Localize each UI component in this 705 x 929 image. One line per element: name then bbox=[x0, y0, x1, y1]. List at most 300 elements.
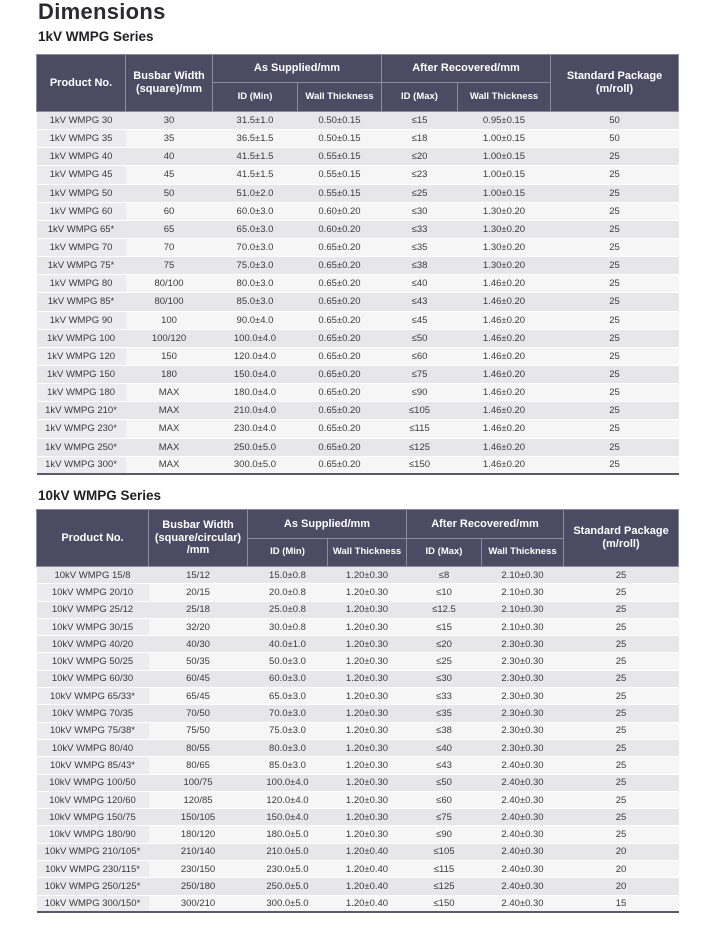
cell-standard-package: 15 bbox=[564, 895, 679, 912]
cell-wall-thickness-supplied: 0.65±0.20 bbox=[298, 238, 382, 256]
header-id-max: ID (Max) bbox=[382, 83, 458, 112]
cell-product-no: 1kV WMPG 300* bbox=[37, 456, 126, 474]
cell-busbar-width: 60 bbox=[126, 202, 213, 220]
cell-busbar-width: 180/120 bbox=[149, 826, 248, 843]
cell-standard-package: 25 bbox=[551, 166, 679, 184]
cell-id-min: 75.0±3.0 bbox=[248, 722, 328, 739]
cell-busbar-width: 20/15 bbox=[149, 584, 248, 601]
table-row bbox=[37, 809, 679, 826]
cell-wall-thickness-recovered: 2.40±0.30 bbox=[482, 809, 564, 826]
cell-standard-package: 25 bbox=[564, 584, 679, 601]
cell-standard-package: 25 bbox=[564, 567, 679, 584]
cell-busbar-width: 30 bbox=[126, 112, 213, 130]
cell-product-no: 1kV WMPG 230* bbox=[37, 420, 126, 438]
cell-busbar-width: 70 bbox=[126, 238, 213, 256]
cell-busbar-width: 250/180 bbox=[149, 878, 248, 895]
cell-wall-thickness-recovered: 1.46±0.20 bbox=[458, 293, 551, 311]
cell-id-max: ≤150 bbox=[407, 895, 482, 912]
cell-product-no: 10kV WMPG 250/125* bbox=[37, 878, 149, 895]
cell-id-min: 50.0±3.0 bbox=[248, 653, 328, 670]
cell-id-min: 40.0±1.0 bbox=[248, 636, 328, 653]
cell-wall-thickness-supplied: 1.20±0.30 bbox=[328, 722, 407, 739]
cell-product-no: 10kV WMPG 65/33* bbox=[37, 688, 149, 705]
cell-wall-thickness-supplied: 0.55±0.15 bbox=[298, 148, 382, 166]
table-row bbox=[37, 257, 679, 275]
cell-id-max: ≤12.5 bbox=[407, 601, 482, 618]
cell-wall-thickness-supplied: 1.20±0.40 bbox=[328, 895, 407, 912]
cell-product-no: 10kV WMPG 150/75 bbox=[37, 809, 149, 826]
header-busbar-width: Busbar Width (square/circular) /mm bbox=[149, 510, 248, 567]
cell-busbar-width: MAX bbox=[126, 402, 213, 420]
cell-id-max: ≤43 bbox=[382, 293, 458, 311]
cell-wall-thickness-recovered: 1.30±0.20 bbox=[458, 238, 551, 256]
cell-id-max: ≤45 bbox=[382, 311, 458, 329]
table-row bbox=[37, 739, 679, 756]
cell-id-min: 60.0±3.0 bbox=[248, 670, 328, 687]
table-row bbox=[37, 826, 679, 843]
header-id-max: ID (Max) bbox=[407, 539, 482, 567]
cell-standard-package: 25 bbox=[551, 220, 679, 238]
cell-id-min: 250.0±5.0 bbox=[248, 878, 328, 895]
cell-busbar-width: 150/105 bbox=[149, 809, 248, 826]
series-10kv-heading: 10kV WMPG Series bbox=[38, 488, 162, 503]
table-row bbox=[37, 275, 679, 293]
table-row bbox=[37, 670, 679, 687]
table-row bbox=[37, 166, 679, 184]
cell-busbar-width: 65 bbox=[126, 220, 213, 238]
cell-wall-thickness-supplied: 0.65±0.20 bbox=[298, 311, 382, 329]
cell-busbar-width: 25/18 bbox=[149, 601, 248, 618]
cell-busbar-width: 60/45 bbox=[149, 670, 248, 687]
cell-busbar-width: MAX bbox=[126, 384, 213, 402]
cell-id-max: ≤18 bbox=[382, 130, 458, 148]
cell-id-max: ≤35 bbox=[382, 238, 458, 256]
cell-busbar-width: 45 bbox=[126, 166, 213, 184]
cell-standard-package: 25 bbox=[564, 739, 679, 756]
cell-id-max: ≤75 bbox=[407, 809, 482, 826]
cell-standard-package: 25 bbox=[564, 791, 679, 808]
cell-product-no: 10kV WMPG 210/105* bbox=[37, 843, 149, 860]
table-row bbox=[37, 705, 679, 722]
cell-id-min: 41.5±1.5 bbox=[213, 166, 298, 184]
cell-wall-thickness-recovered: 2.40±0.30 bbox=[482, 861, 564, 878]
cell-id-min: 100.0±4.0 bbox=[248, 774, 328, 791]
cell-id-max: ≤10 bbox=[407, 584, 482, 601]
cell-product-no: 10kV WMPG 75/38* bbox=[37, 722, 149, 739]
cell-wall-thickness-recovered: 1.46±0.20 bbox=[458, 311, 551, 329]
cell-busbar-width: 100/120 bbox=[126, 329, 213, 347]
cell-standard-package: 25 bbox=[564, 774, 679, 791]
cell-id-min: 250.0±5.0 bbox=[213, 438, 298, 456]
cell-id-min: 80.0±3.0 bbox=[213, 275, 298, 293]
cell-product-no: 1kV WMPG 65* bbox=[37, 220, 126, 238]
cell-id-min: 80.0±3.0 bbox=[248, 739, 328, 756]
cell-busbar-width: 75 bbox=[126, 257, 213, 275]
cell-standard-package: 25 bbox=[551, 257, 679, 275]
cell-wall-thickness-recovered: 2.10±0.30 bbox=[482, 584, 564, 601]
cell-wall-thickness-supplied: 0.60±0.20 bbox=[298, 220, 382, 238]
cell-product-no: 1kV WMPG 50 bbox=[37, 184, 126, 202]
table-row bbox=[37, 878, 679, 895]
cell-id-min: 60.0±3.0 bbox=[213, 202, 298, 220]
header-as-supplied: As Supplied/mm bbox=[248, 510, 407, 539]
cell-wall-thickness-supplied: 1.20±0.30 bbox=[328, 618, 407, 635]
cell-id-min: 120.0±4.0 bbox=[213, 347, 298, 365]
cell-busbar-width: 35 bbox=[126, 130, 213, 148]
cell-id-min: 51.0±2.0 bbox=[213, 184, 298, 202]
cell-product-no: 10kV WMPG 230/115* bbox=[37, 861, 149, 878]
cell-busbar-width: 210/140 bbox=[149, 843, 248, 860]
cell-standard-package: 25 bbox=[551, 456, 679, 474]
cell-busbar-width: 80/100 bbox=[126, 275, 213, 293]
cell-id-min: 230.0±4.0 bbox=[213, 420, 298, 438]
cell-id-min: 65.0±3.0 bbox=[213, 220, 298, 238]
cell-wall-thickness-recovered: 2.40±0.30 bbox=[482, 826, 564, 843]
cell-wall-thickness-supplied: 0.60±0.20 bbox=[298, 202, 382, 220]
header-wall-thickness-supplied: Wall Thickness bbox=[328, 539, 407, 567]
cell-standard-package: 20 bbox=[564, 843, 679, 860]
cell-product-no: 10kV WMPG 25/12 bbox=[37, 601, 149, 618]
cell-product-no: 10kV WMPG 300/150* bbox=[37, 895, 149, 912]
table-row bbox=[37, 402, 679, 420]
cell-product-no: 10kV WMPG 40/20 bbox=[37, 636, 149, 653]
cell-wall-thickness-recovered: 1.30±0.20 bbox=[458, 220, 551, 238]
cell-standard-package: 50 bbox=[551, 130, 679, 148]
cell-product-no: 10kV WMPG 180/90 bbox=[37, 826, 149, 843]
table-row bbox=[37, 791, 679, 808]
cell-id-max: ≤60 bbox=[382, 347, 458, 365]
cell-wall-thickness-supplied: 0.50±0.15 bbox=[298, 130, 382, 148]
cell-product-no: 1kV WMPG 210* bbox=[37, 402, 126, 420]
table-row bbox=[37, 688, 679, 705]
cell-standard-package: 25 bbox=[564, 757, 679, 774]
cell-id-min: 300.0±5.0 bbox=[213, 456, 298, 474]
page-title: Dimensions bbox=[38, 0, 166, 24]
cell-wall-thickness-recovered: 1.30±0.20 bbox=[458, 202, 551, 220]
cell-id-min: 85.0±3.0 bbox=[248, 757, 328, 774]
cell-wall-thickness-recovered: 2.40±0.30 bbox=[482, 757, 564, 774]
cell-standard-package: 25 bbox=[564, 636, 679, 653]
cell-product-no: 1kV WMPG 30 bbox=[37, 112, 126, 130]
table-row bbox=[37, 148, 679, 166]
cell-wall-thickness-supplied: 1.20±0.30 bbox=[328, 653, 407, 670]
cell-standard-package: 20 bbox=[564, 861, 679, 878]
cell-id-min: 15.0±0.8 bbox=[248, 567, 328, 584]
cell-id-max: ≤30 bbox=[382, 202, 458, 220]
cell-standard-package: 25 bbox=[564, 653, 679, 670]
cell-id-min: 180.0±5.0 bbox=[248, 826, 328, 843]
cell-id-max: ≤38 bbox=[407, 722, 482, 739]
cell-product-no: 10kV WMPG 15/8 bbox=[37, 567, 149, 584]
cell-wall-thickness-supplied: 0.65±0.20 bbox=[298, 365, 382, 383]
cell-wall-thickness-supplied: 1.20±0.30 bbox=[328, 705, 407, 722]
cell-wall-thickness-recovered: 1.00±0.15 bbox=[458, 166, 551, 184]
cell-standard-package: 25 bbox=[564, 722, 679, 739]
cell-wall-thickness-supplied: 0.65±0.20 bbox=[298, 329, 382, 347]
cell-wall-thickness-recovered: 2.40±0.30 bbox=[482, 791, 564, 808]
cell-wall-thickness-recovered: 2.40±0.30 bbox=[482, 774, 564, 791]
table-row bbox=[37, 456, 679, 474]
cell-busbar-width: 120/85 bbox=[149, 791, 248, 808]
cell-standard-package: 25 bbox=[564, 705, 679, 722]
cell-wall-thickness-supplied: 0.65±0.20 bbox=[298, 438, 382, 456]
cell-standard-package: 25 bbox=[564, 826, 679, 843]
cell-id-max: ≤15 bbox=[382, 112, 458, 130]
cell-id-max: ≤50 bbox=[382, 329, 458, 347]
cell-wall-thickness-recovered: 2.30±0.30 bbox=[482, 636, 564, 653]
cell-wall-thickness-recovered: 1.46±0.20 bbox=[458, 347, 551, 365]
cell-product-no: 10kV WMPG 50/25 bbox=[37, 653, 149, 670]
cell-busbar-width: 70/50 bbox=[149, 705, 248, 722]
cell-wall-thickness-recovered: 2.30±0.30 bbox=[482, 739, 564, 756]
cell-wall-thickness-supplied: 1.20±0.30 bbox=[328, 826, 407, 843]
table-row bbox=[37, 329, 679, 347]
cell-wall-thickness-supplied: 1.20±0.30 bbox=[328, 688, 407, 705]
cell-standard-package: 25 bbox=[564, 688, 679, 705]
cell-wall-thickness-supplied: 1.20±0.40 bbox=[328, 861, 407, 878]
header-after-recovered: After Recovered/mm bbox=[407, 510, 564, 539]
cell-busbar-width: 65/45 bbox=[149, 688, 248, 705]
cell-id-max: ≤115 bbox=[407, 861, 482, 878]
cell-standard-package: 25 bbox=[551, 402, 679, 420]
cell-product-no: 1kV WMPG 60 bbox=[37, 202, 126, 220]
cell-busbar-width: MAX bbox=[126, 456, 213, 474]
cell-id-min: 180.0±4.0 bbox=[213, 384, 298, 402]
table-row bbox=[37, 653, 679, 670]
cell-wall-thickness-supplied: 1.20±0.30 bbox=[328, 791, 407, 808]
cell-wall-thickness-supplied: 0.55±0.15 bbox=[298, 184, 382, 202]
header-wall-thickness-recovered: Wall Thickness bbox=[482, 539, 564, 567]
cell-wall-thickness-recovered: 2.10±0.30 bbox=[482, 618, 564, 635]
cell-wall-thickness-supplied: 1.20±0.30 bbox=[328, 670, 407, 687]
cell-standard-package: 25 bbox=[551, 238, 679, 256]
cell-wall-thickness-recovered: 2.10±0.30 bbox=[482, 601, 564, 618]
cell-wall-thickness-supplied: 1.20±0.30 bbox=[328, 774, 407, 791]
table-row bbox=[37, 112, 679, 130]
cell-id-min: 36.5±1.5 bbox=[213, 130, 298, 148]
table-row bbox=[37, 618, 679, 635]
cell-id-max: ≤30 bbox=[407, 670, 482, 687]
cell-wall-thickness-supplied: 0.65±0.20 bbox=[298, 275, 382, 293]
cell-busbar-width: 80/55 bbox=[149, 739, 248, 756]
cell-busbar-width: 80/100 bbox=[126, 293, 213, 311]
cell-id-max: ≤25 bbox=[382, 184, 458, 202]
cell-product-no: 10kV WMPG 70/35 bbox=[37, 705, 149, 722]
cell-id-min: 150.0±4.0 bbox=[248, 809, 328, 826]
series-1kv-heading: 1kV WMPG Series bbox=[38, 29, 154, 44]
cell-wall-thickness-supplied: 0.65±0.20 bbox=[298, 347, 382, 365]
table-row bbox=[37, 774, 679, 791]
cell-id-min: 25.0±0.8 bbox=[248, 601, 328, 618]
cell-id-min: 210.0±5.0 bbox=[248, 843, 328, 860]
table-row bbox=[37, 438, 679, 456]
header-wall-thickness-supplied: Wall Thickness bbox=[298, 83, 382, 112]
cell-product-no: 1kV WMPG 180 bbox=[37, 384, 126, 402]
cell-id-max: ≤33 bbox=[382, 220, 458, 238]
cell-wall-thickness-recovered: 1.00±0.15 bbox=[458, 184, 551, 202]
table-row bbox=[37, 757, 679, 774]
cell-standard-package: 25 bbox=[551, 384, 679, 402]
table-row bbox=[37, 220, 679, 238]
table-row bbox=[37, 293, 679, 311]
cell-id-max: ≤35 bbox=[407, 705, 482, 722]
cell-wall-thickness-supplied: 1.20±0.30 bbox=[328, 636, 407, 653]
cell-id-min: 150.0±4.0 bbox=[213, 365, 298, 383]
cell-busbar-width: 50 bbox=[126, 184, 213, 202]
cell-wall-thickness-supplied: 1.20±0.30 bbox=[328, 757, 407, 774]
header-wall-thickness-recovered: Wall Thickness bbox=[458, 83, 551, 112]
table-row bbox=[37, 636, 679, 653]
table-row bbox=[37, 347, 679, 365]
cell-standard-package: 25 bbox=[551, 329, 679, 347]
cell-busbar-width: 75/50 bbox=[149, 722, 248, 739]
cell-id-max: ≤20 bbox=[407, 636, 482, 653]
cell-standard-package: 20 bbox=[564, 878, 679, 895]
table-row bbox=[37, 843, 679, 860]
cell-id-min: 90.0±4.0 bbox=[213, 311, 298, 329]
cell-standard-package: 25 bbox=[551, 293, 679, 311]
cell-wall-thickness-recovered: 0.95±0.15 bbox=[458, 112, 551, 130]
cell-product-no: 10kV WMPG 120/60 bbox=[37, 791, 149, 808]
cell-standard-package: 50 bbox=[551, 112, 679, 130]
header-product-no: Product No. bbox=[37, 55, 126, 112]
table-row bbox=[37, 311, 679, 329]
cell-id-min: 120.0±4.0 bbox=[248, 791, 328, 808]
cell-id-max: ≤20 bbox=[382, 148, 458, 166]
cell-product-no: 1kV WMPG 75* bbox=[37, 257, 126, 275]
cell-id-max: ≤23 bbox=[382, 166, 458, 184]
cell-id-min: 100.0±4.0 bbox=[213, 329, 298, 347]
cell-product-no: 1kV WMPG 150 bbox=[37, 365, 126, 383]
cell-id-max: ≤125 bbox=[407, 878, 482, 895]
cell-id-max: ≤40 bbox=[407, 739, 482, 756]
table-row bbox=[37, 365, 679, 383]
cell-id-max: ≤90 bbox=[382, 384, 458, 402]
cell-standard-package: 25 bbox=[564, 670, 679, 687]
cell-standard-package: 25 bbox=[551, 365, 679, 383]
cell-standard-package: 25 bbox=[551, 420, 679, 438]
cell-busbar-width: 180 bbox=[126, 365, 213, 383]
cell-wall-thickness-recovered: 1.46±0.20 bbox=[458, 365, 551, 383]
cell-id-max: ≤33 bbox=[407, 688, 482, 705]
header-id-min: ID (Min) bbox=[213, 83, 298, 112]
cell-id-max: ≤60 bbox=[407, 791, 482, 808]
cell-wall-thickness-supplied: 1.20±0.30 bbox=[328, 584, 407, 601]
cell-wall-thickness-supplied: 1.20±0.30 bbox=[328, 601, 407, 618]
cell-wall-thickness-supplied: 0.65±0.20 bbox=[298, 402, 382, 420]
cell-wall-thickness-recovered: 1.46±0.20 bbox=[458, 275, 551, 293]
cell-standard-package: 25 bbox=[551, 347, 679, 365]
cell-product-no: 1kV WMPG 35 bbox=[37, 130, 126, 148]
cell-wall-thickness-recovered: 2.40±0.30 bbox=[482, 895, 564, 912]
cell-wall-thickness-recovered: 1.00±0.15 bbox=[458, 148, 551, 166]
table-row bbox=[37, 861, 679, 878]
cell-busbar-width: 300/210 bbox=[149, 895, 248, 912]
cell-standard-package: 25 bbox=[564, 601, 679, 618]
cell-product-no: 10kV WMPG 20/10 bbox=[37, 584, 149, 601]
cell-id-max: ≤150 bbox=[382, 456, 458, 474]
cell-busbar-width: 50/35 bbox=[149, 653, 248, 670]
cell-wall-thickness-supplied: 1.20±0.40 bbox=[328, 843, 407, 860]
cell-product-no: 1kV WMPG 100 bbox=[37, 329, 126, 347]
table-10kv-dimensions bbox=[36, 509, 679, 913]
cell-busbar-width: 100/75 bbox=[149, 774, 248, 791]
cell-product-no: 10kV WMPG 30/15 bbox=[37, 618, 149, 635]
cell-wall-thickness-supplied: 0.65±0.20 bbox=[298, 384, 382, 402]
cell-product-no: 1kV WMPG 85* bbox=[37, 293, 126, 311]
cell-id-max: ≤115 bbox=[382, 420, 458, 438]
cell-wall-thickness-supplied: 1.20±0.30 bbox=[328, 739, 407, 756]
cell-standard-package: 25 bbox=[551, 275, 679, 293]
cell-wall-thickness-supplied: 1.20±0.40 bbox=[328, 878, 407, 895]
cell-busbar-width: 230/150 bbox=[149, 861, 248, 878]
cell-id-max: ≤38 bbox=[382, 257, 458, 275]
cell-id-min: 70.0±3.0 bbox=[248, 705, 328, 722]
table-row bbox=[37, 601, 679, 618]
cell-id-min: 20.0±0.8 bbox=[248, 584, 328, 601]
table-row bbox=[37, 238, 679, 256]
table-row bbox=[37, 202, 679, 220]
table-1kv-dimensions bbox=[36, 54, 679, 475]
cell-product-no: 1kV WMPG 40 bbox=[37, 148, 126, 166]
cell-product-no: 1kV WMPG 80 bbox=[37, 275, 126, 293]
cell-standard-package: 25 bbox=[564, 809, 679, 826]
header-busbar-width: Busbar Width (square)/mm bbox=[126, 55, 213, 112]
cell-wall-thickness-recovered: 2.30±0.30 bbox=[482, 670, 564, 687]
cell-wall-thickness-recovered: 1.46±0.20 bbox=[458, 329, 551, 347]
cell-product-no: 1kV WMPG 120 bbox=[37, 347, 126, 365]
cell-id-min: 30.0±0.8 bbox=[248, 618, 328, 635]
header-standard-package: Standard Package (m/roll) bbox=[551, 55, 679, 112]
cell-wall-thickness-supplied: 1.20±0.30 bbox=[328, 809, 407, 826]
cell-standard-package: 25 bbox=[551, 202, 679, 220]
header-as-supplied: As Supplied/mm bbox=[213, 55, 382, 83]
header-product-no: Product No. bbox=[37, 510, 149, 567]
cell-busbar-width: 80/65 bbox=[149, 757, 248, 774]
cell-id-min: 85.0±3.0 bbox=[213, 293, 298, 311]
cell-busbar-width: MAX bbox=[126, 420, 213, 438]
cell-id-max: ≤15 bbox=[407, 618, 482, 635]
cell-busbar-width: 40 bbox=[126, 148, 213, 166]
cell-product-no: 10kV WMPG 85/43* bbox=[37, 757, 149, 774]
cell-wall-thickness-recovered: 1.46±0.20 bbox=[458, 456, 551, 474]
cell-product-no: 1kV WMPG 70 bbox=[37, 238, 126, 256]
cell-product-no: 10kV WMPG 100/50 bbox=[37, 774, 149, 791]
cell-id-max: ≤90 bbox=[407, 826, 482, 843]
cell-standard-package: 25 bbox=[551, 311, 679, 329]
cell-id-max: ≤8 bbox=[407, 567, 482, 584]
cell-wall-thickness-supplied: 0.65±0.20 bbox=[298, 257, 382, 275]
cell-standard-package: 25 bbox=[551, 184, 679, 202]
cell-wall-thickness-recovered: 2.30±0.30 bbox=[482, 653, 564, 670]
cell-busbar-width: 100 bbox=[126, 311, 213, 329]
cell-id-max: ≤25 bbox=[407, 653, 482, 670]
cell-wall-thickness-supplied: 0.65±0.20 bbox=[298, 456, 382, 474]
cell-id-min: 41.5±1.5 bbox=[213, 148, 298, 166]
cell-id-min: 65.0±3.0 bbox=[248, 688, 328, 705]
cell-product-no: 1kV WMPG 250* bbox=[37, 438, 126, 456]
table-row bbox=[37, 567, 679, 584]
cell-standard-package: 25 bbox=[551, 438, 679, 456]
cell-wall-thickness-supplied: 0.65±0.20 bbox=[298, 420, 382, 438]
cell-wall-thickness-recovered: 2.40±0.30 bbox=[482, 843, 564, 860]
cell-id-max: ≤125 bbox=[382, 438, 458, 456]
table-row bbox=[37, 722, 679, 739]
table-row bbox=[37, 895, 679, 912]
cell-busbar-width: 40/30 bbox=[149, 636, 248, 653]
cell-id-min: 31.5±1.0 bbox=[213, 112, 298, 130]
cell-id-max: ≤43 bbox=[407, 757, 482, 774]
